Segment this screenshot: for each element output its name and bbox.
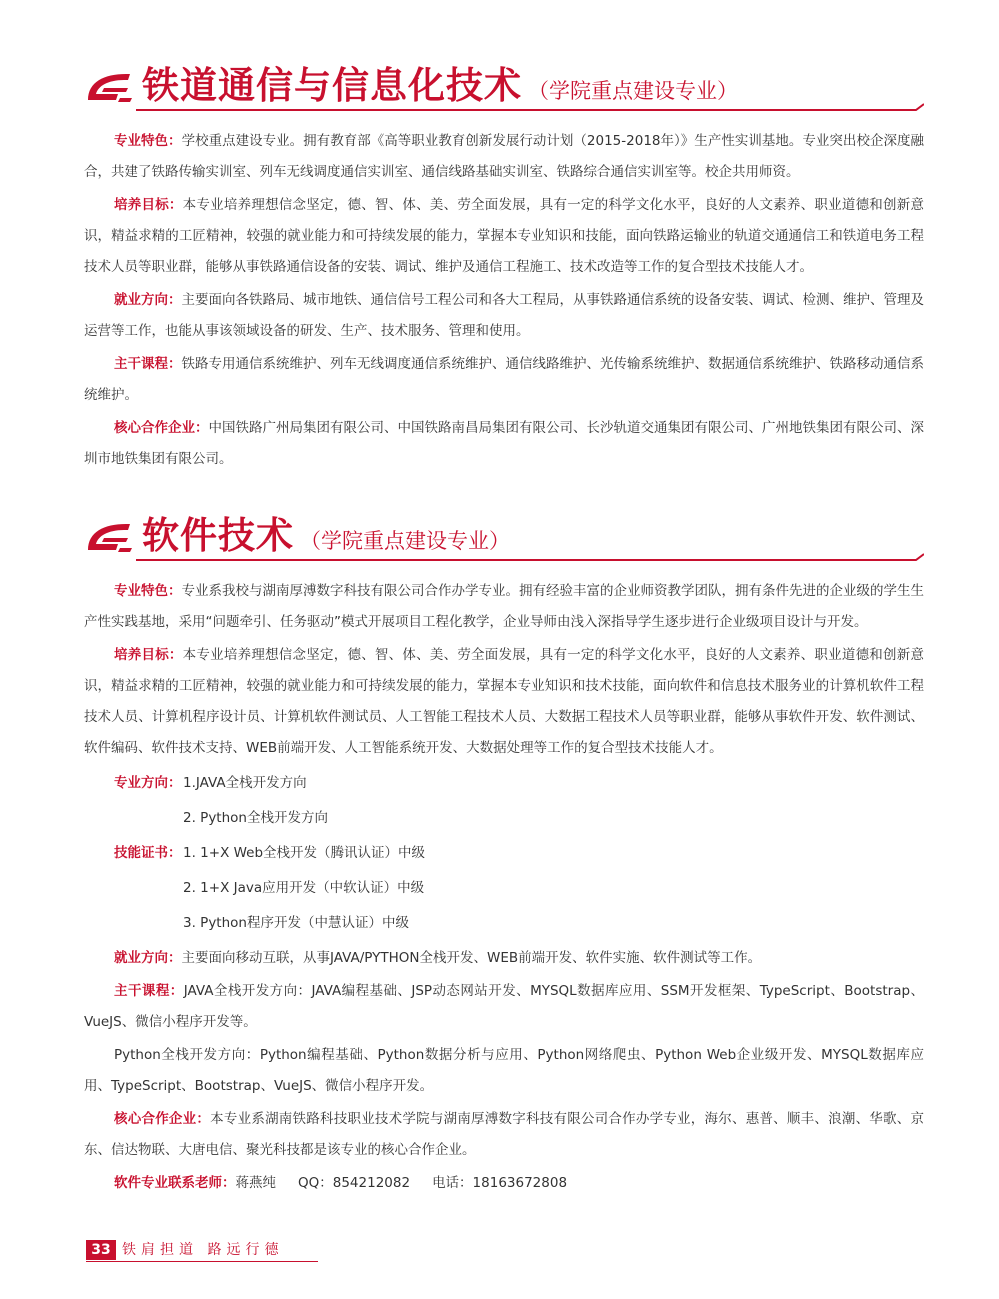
paragraph-courses-python: Python全栈开发方向：Python编程基础、Python数据分析与应用、Python网络爬虫、Python Web企业级开发、MYSQL数据库应用、TypeScript、Bootstrap、VueJS、微信小程序开发。 — [84, 1047, 924, 1094]
section-header-railway-communication — [84, 58, 924, 118]
section-title — [142, 62, 738, 115]
contact-qq: QQ：854212082 — [298, 1175, 411, 1191]
section-header-software — [84, 508, 924, 568]
train-logo-icon — [84, 518, 134, 558]
page-number: 33 — [86, 1240, 116, 1260]
paragraph-employment — [84, 943, 924, 974]
cert-label: 技能证书： — [114, 845, 182, 861]
cert-item: 1. 1+X Web全栈开发（腾讯认证）中级 — [183, 845, 426, 861]
contact-line — [84, 1168, 924, 1199]
paragraph-goal — [84, 190, 924, 283]
paragraph-label: 专业特色： — [114, 133, 182, 149]
paragraph-text: 本专业培养理想信念坚定，德、智、体、美、劳全面发展，具有一定的科学文化水平，良好的人文素养、职业道德和创新意识，精益求精的工匠精神，较强的就业能力和可持续发展的能力，掌握本专业知识和技术技能，面向软件和信息技术服务业的计算机软件工程技术人员、计算机程序设计员、计算机软件测试员、人工智能工程技术人员、大数据工程技术人员等职业群，能够从事软件开发、软件测试、软件编码、软件技术支持、WEB前端开发、人工智能系统开发、大数据处理等工作的复合型技术技能人才。 — [84, 647, 925, 756]
paragraph-label: 主干课程： — [114, 356, 182, 372]
paragraph-text: 主要面向移动互联，从事JAVA/PYTHON全栈开发、WEB前端开发、软件实施、软件测试等工作。 — [181, 950, 762, 966]
paragraph-text: 本专业培养理想信念坚定，德、智、体、美、劳全面发展，具有一定的科学文化水平，良好的人文素养、职业道德和创新意识，精益求精的工匠精神，较强的就业能力和可持续发展的能力，掌握本专业知识和技能，面向铁路运输业的轨道交通通信工和铁道电务工程技术人员等职业群，能够从事铁路通信设备的安装、调试、维护及通信工程施工、技术改造等工作的复合型技术技能人才。 — [84, 197, 925, 275]
contact-label: 软件专业联系老师： — [114, 1175, 236, 1191]
contact-phone: 电话：18163672808 — [432, 1175, 568, 1191]
cert-item: 3. Python程序开发（中慧认证）中级 — [183, 915, 409, 931]
paragraph-feature — [84, 576, 924, 638]
direction-row — [84, 766, 924, 801]
direction-row — [84, 801, 924, 836]
paragraph-text: JAVA全栈开发方向：JAVA编程基础、JSP动态网站开发、MYSQL数据库应用、SSM开发框架、TypeScript、Bootstrap、VueJS、微信小程序开发等。 — [84, 983, 924, 1030]
paragraph-feature — [84, 126, 924, 188]
direction-item: 2. Python全栈开发方向 — [183, 810, 328, 826]
paragraph-text: 学校重点建设专业。拥有教育部《高等职业教育创新发展行动计划（2015-2018年）》生产性实训基地。专业突出校企深度融合，共建了铁路传输实训室、列车无线调度通信实训室、通信线路基础实训室、铁路综合通信实训室等。校企共用师资。 — [84, 133, 924, 180]
cert-row — [84, 906, 924, 941]
cert-row — [84, 871, 924, 906]
paragraph-text: 铁路专用通信系统维护、列车无线调度通信系统维护、通信线路维护、光传输系统维护、数据通信系统维护、铁路移动通信系统维护。 — [84, 356, 924, 403]
direction-label: 专业方向： — [114, 775, 182, 791]
section-title-text: 铁道通信与信息化技术 — [142, 64, 522, 107]
paragraph-text: 中国铁路广州局集团有限公司、中国铁路南昌局集团有限公司、长沙轨道交通集团有限公司、广州地铁集团有限公司、深圳市地铁集团有限公司。 — [84, 420, 924, 467]
paragraph-partners — [84, 1104, 924, 1166]
paragraph-label: 培养目标： — [114, 197, 183, 213]
paragraph-label: 主干课程： — [114, 983, 184, 999]
page-footer — [86, 1240, 326, 1260]
paragraph-label: 核心合作企业： — [114, 1111, 211, 1127]
paragraph-courses — [84, 349, 924, 411]
paragraph-label: 核心合作企业： — [114, 420, 209, 436]
paragraph-text: 主要面向各铁路局、城市地铁、通信信号工程公司和各大工程局，从事铁路通信系统的设备安装、调试、检测、维护、管理及运营等工作，也能从事该领域设备的研发、生产、技术服务、管理和使用。 — [84, 292, 924, 339]
paragraph-label: 培养目标： — [114, 647, 183, 663]
footer-rule-line — [86, 1261, 318, 1262]
section-subtitle: （学院重点建设专业） — [300, 529, 510, 553]
section-body-software — [84, 576, 924, 1201]
cert-item: 2. 1+X Java应用开发（中软认证）中级 — [183, 880, 425, 896]
paragraph-text: 专业系我校与湖南厚溥数字科技有限公司合作办学专业。拥有经验丰富的企业师资教学团队，拥有条件先进的企业级的学生生产性实践基地，采用“问题牵引、任务驱动”模式开展项目工程化教学，企业导师由浅入深指导学生逐步进行企业级项目设计与开发。 — [84, 583, 924, 630]
section-title-text: 软件技术 — [142, 514, 294, 557]
paragraph-courses — [84, 976, 924, 1038]
train-logo-icon — [84, 68, 134, 108]
footer-motto: 铁肩担道 路远行德 — [122, 1242, 284, 1258]
section-subtitle: （学院重点建设专业） — [528, 79, 738, 103]
paragraph-label: 就业方向： — [114, 292, 182, 308]
direction-item: 1.JAVA全栈开发方向 — [183, 775, 307, 791]
section-title — [142, 512, 510, 565]
cert-row — [84, 836, 924, 871]
contact-name: 蒋燕纯 — [235, 1175, 276, 1191]
paragraph-text: 本专业系湖南铁路科技职业技术学院与湖南厚溥数字科技有限公司合作办学专业，海尔、惠普、顺丰、浪潮、华歌、京东、信达物联、大唐电信、聚光科技都是该专业的核心合作企业。 — [84, 1111, 925, 1158]
paragraph-employment — [84, 285, 924, 347]
paragraph-label: 就业方向： — [114, 950, 182, 966]
paragraph-label: 专业特色： — [114, 583, 182, 599]
paragraph-goal — [84, 640, 924, 764]
paragraph-partners — [84, 413, 924, 475]
section-body-railway-communication — [84, 126, 924, 477]
